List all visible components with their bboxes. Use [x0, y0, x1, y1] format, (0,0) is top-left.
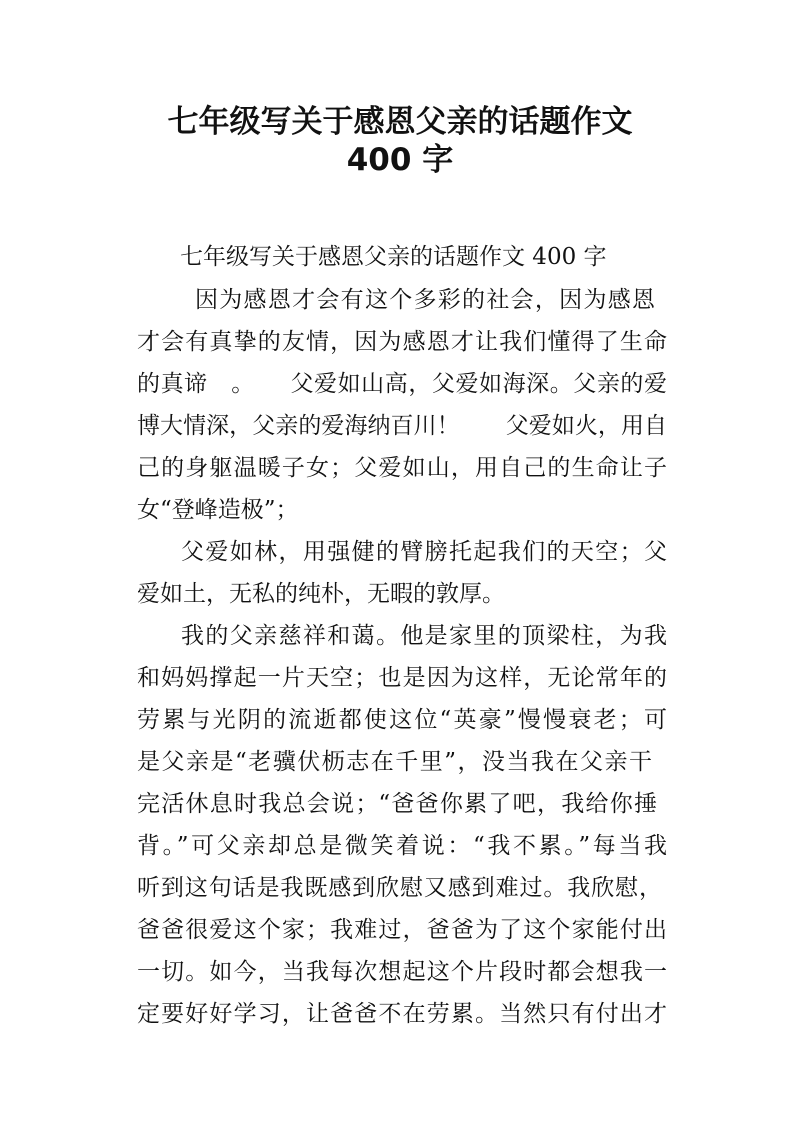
subtitle-line: 七年级写关于感恩父亲的话题作文 400 字 — [180, 244, 607, 270]
body-line: 因为感恩才会有这个多彩的社会，因为感恩 — [195, 287, 655, 313]
body-line: 爸爸很爱这个家；我难过，爸爸为了这个家能付出 — [137, 917, 667, 943]
body-line: 一切。如今，当我每次想起这个片段时都会想我一 — [137, 959, 667, 985]
body-line: 的真谛 。 父爱如山高，父爱如海深。父亲的爱 — [137, 371, 667, 397]
body-line: 完活休息时我总会说；“爸爸你累了吧，我给你捶 — [137, 791, 657, 817]
document-title-line-1: 七年级写关于感恩父亲的话题作文 — [167, 104, 633, 140]
document-title-line-2: 400 字 — [346, 142, 454, 178]
body-line: 听到这句话是我既感到欣慰又感到难过。我欣慰， — [137, 875, 662, 901]
body-line: 才会有真挚的友情，因为感恩才让我们懂得了生命 — [137, 329, 667, 355]
body-line: 女“登峰造极”； — [137, 497, 299, 523]
body-line: 背。”可父亲却总是微笑着说：“我不累。”每当我 — [137, 833, 667, 859]
body-line: 爱如土，无私的纯朴，无暇的敦厚。 — [137, 581, 505, 607]
body-line: 父爱如林，用强健的臂膀托起我们的天空；父 — [181, 539, 667, 565]
body-line: 己的身躯温暖子女；父爱如山，用自己的生命让子 — [137, 455, 667, 481]
body-line: 定要好好学习，让爸爸不在劳累。当然只有付出才 — [137, 1001, 667, 1027]
body-line: 是父亲是“老骥伏枥志在千里”，没当我在父亲干 — [137, 749, 652, 775]
body-line: 和妈妈撑起一片天空；也是因为这样，无论常年的 — [137, 665, 667, 691]
body-line: 劳累与光阴的流逝都使这位“英豪”慢慢衰老；可 — [137, 707, 667, 733]
body-line: 我的父亲慈祥和蔼。他是家里的顶梁柱，为我 — [181, 623, 667, 649]
body-line: 博大情深，父亲的爱海纳百川！ 父爱如火，用自 — [137, 413, 667, 439]
